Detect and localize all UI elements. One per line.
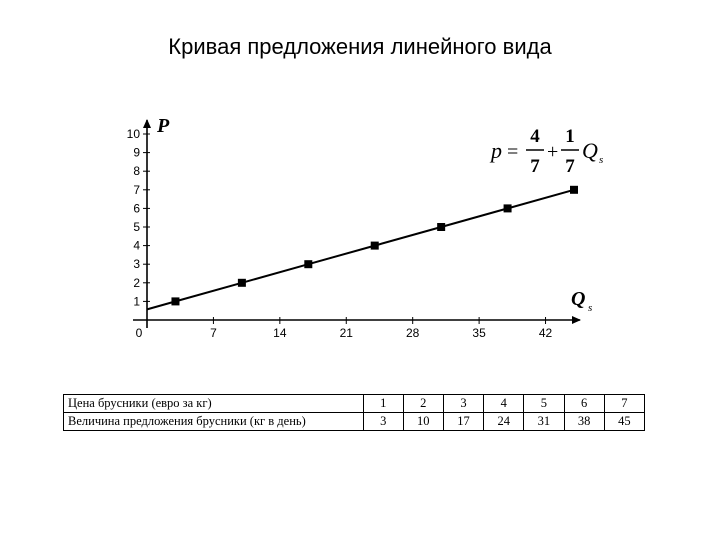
x-tick-label: 7	[210, 326, 217, 340]
table-cell: 7	[604, 395, 644, 413]
data-point	[570, 186, 578, 194]
table-cell: 2	[403, 395, 443, 413]
table-row-price	[64, 395, 645, 413]
y-tick-label: 10	[126, 127, 140, 141]
formula-denominator-2: 7	[565, 156, 575, 177]
table-cell: 6	[564, 395, 604, 413]
y-tick-label: 9	[133, 145, 140, 160]
formula-numerator-2: 1	[565, 126, 575, 147]
table-cell: 24	[484, 413, 524, 431]
y-tick-label: 7	[133, 182, 140, 197]
formula-equals: =	[507, 141, 519, 163]
formula-numerator-1: 4	[530, 126, 540, 147]
table-cell: 45	[604, 413, 644, 431]
formula-lhs: p	[491, 138, 502, 163]
table-cell: 5	[524, 395, 564, 413]
x-axis-label-subscript: s	[588, 302, 593, 314]
data-point	[304, 260, 312, 268]
y-tick-label: 8	[133, 164, 140, 179]
formula-denominator-1: 7	[530, 156, 540, 177]
data-point	[371, 242, 379, 250]
x-tick-label: 35	[472, 326, 486, 340]
x-tick-label: 0	[135, 326, 143, 340]
y-tick-label: 6	[133, 201, 140, 216]
x-axis-label: Q	[571, 288, 586, 310]
y-tick-label: 4	[133, 238, 140, 253]
y-axis-label: P	[157, 115, 170, 137]
x-tick-label: 42	[538, 326, 553, 340]
y-tick-label: 3	[133, 257, 140, 272]
table-cell: 3	[363, 413, 403, 431]
x-tick-label: 28	[406, 326, 420, 340]
table-cell: 3	[443, 395, 483, 413]
y-tick-label: 1	[133, 294, 140, 309]
table-cell: 10	[403, 413, 443, 431]
data-point	[437, 223, 445, 231]
slide-title: Кривая предложения линейного вида	[168, 34, 552, 59]
table-cell: 4	[484, 395, 524, 413]
data-point	[171, 297, 179, 305]
table-cell: 17	[443, 413, 483, 431]
price-quantity-table	[63, 394, 645, 431]
formula-variable-subscript: s	[599, 154, 604, 166]
data-point	[504, 204, 512, 212]
x-tick-label: 14	[273, 326, 287, 340]
table-cell: 31	[524, 413, 564, 431]
table-cell: 1	[363, 395, 403, 413]
table-row-label: Цена брусники (евро за кг)	[64, 395, 364, 413]
table-row-quantity	[64, 413, 645, 431]
formula-variable: Q	[582, 138, 598, 163]
table-cell: 38	[564, 413, 604, 431]
x-tick-label: 21	[339, 326, 353, 340]
y-tick-label: 2	[133, 275, 140, 290]
data-point	[238, 279, 246, 287]
y-tick-label: 5	[133, 220, 140, 234]
formula-plus: +	[547, 141, 559, 163]
table-row-label: Величина предложения брусники (кг в день)	[64, 413, 364, 431]
